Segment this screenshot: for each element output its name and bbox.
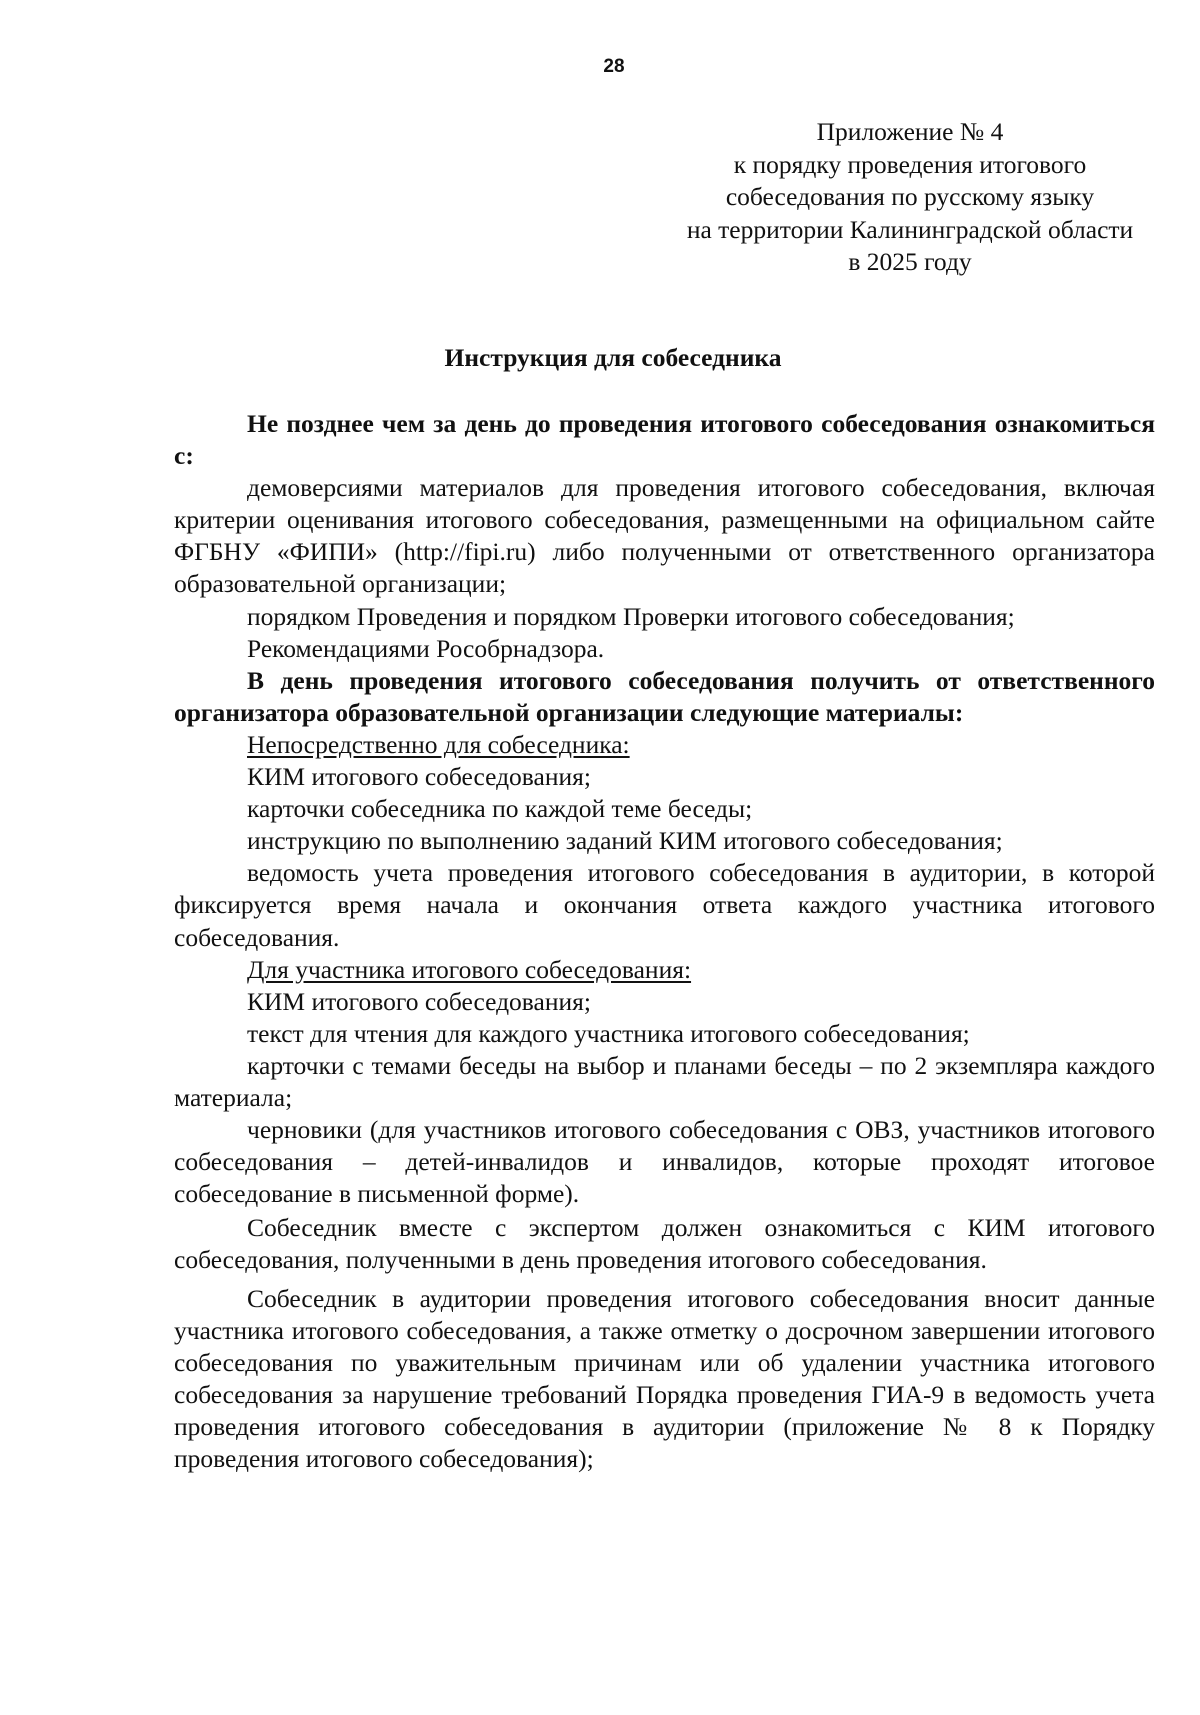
appendix-line: Приложение № 4 xyxy=(816,117,1004,146)
list-item: инструкцию по выполнению заданий КИМ итогового собеседования; xyxy=(247,826,1003,856)
paragraph-bold-intro: Не позднее чем за день до проведения итогового собеседования ознакомиться с: xyxy=(174,409,1155,471)
list-item: КИМ итогового собеседования; xyxy=(247,986,591,1016)
paragraph: Рекомендациями Рособрнадзора. xyxy=(247,633,605,663)
document-title: Инструкция для собеседника xyxy=(444,343,782,372)
appendix-line: на территории Калининградской области xyxy=(686,214,1134,244)
paragraph: порядком Проведения и порядком Проверки итогового собеседования; xyxy=(247,601,1015,631)
list-item: текст для чтения для каждого участника итогового собеседования; xyxy=(247,1018,970,1048)
subheading xyxy=(174,954,1155,986)
subheading-text: Для участника итогового собеседования: xyxy=(247,954,692,984)
subheading-text: Непосредственно для собеседника: xyxy=(247,729,630,759)
list-item: карточки собеседника по каждой теме беседы; xyxy=(247,794,753,824)
paragraph: демоверсиями материалов для проведения итогового собеседования, включая критерии оценивания итогового собеседования, размещенными на официальном сайте ФГБНУ «ФИПИ» (http://fipi.ru) либо полученными от ответственного организатора образовательной организации; xyxy=(174,473,1155,599)
subheading xyxy=(174,729,1155,761)
appendix-line: собеседования по русскому языку xyxy=(725,182,1095,212)
paragraph: Собеседник вместе с экспертом должен ознакомиться с КИМ итогового собеседования, полученными в день проведения итогового собеседования. xyxy=(174,1213,1155,1275)
appendix-header xyxy=(620,116,1200,279)
paragraph-bold-materials: В день проведения итогового собеседования получить от ответственного организатора образовательной организации следующие материалы: xyxy=(174,665,1155,727)
appendix-line: к порядку проведения итогового xyxy=(733,149,1087,179)
paragraph: Собеседник в аудитории проведения итогового собеседования вносит данные участника итогового собеседования, а также отметку о досрочном завершении итогового собеседования по уважительным причинам или об удалении участника итогового собеседования за нарушение требований Порядка проведения ГИА-9 в ведомость учета проведения итогового собеседования в аудитории (приложение № 8 к Порядку проведения итогового собеседования); xyxy=(174,1283,1155,1473)
list-item: черновики (для участников итогового собеседования с ОВЗ, участников итогового собеседования – детей-инвалидов и инвалидов, которые проходят итоговое собеседование в письменной форме). xyxy=(174,1115,1155,1209)
list-item: КИМ итогового собеседования; xyxy=(247,762,591,792)
document-body xyxy=(174,408,1155,1475)
page-number: 28 xyxy=(603,56,625,77)
list-item: ведомость учета проведения итогового собеседования в аудитории, в которой фиксируется время начала и окончания ответа каждого участника итогового собеседования. xyxy=(174,858,1155,952)
list-item: карточки с темами беседы на выбор и планами беседы – по 2 экземпляра каждого материала; xyxy=(174,1050,1155,1112)
appendix-line: в 2025 году xyxy=(848,247,972,277)
